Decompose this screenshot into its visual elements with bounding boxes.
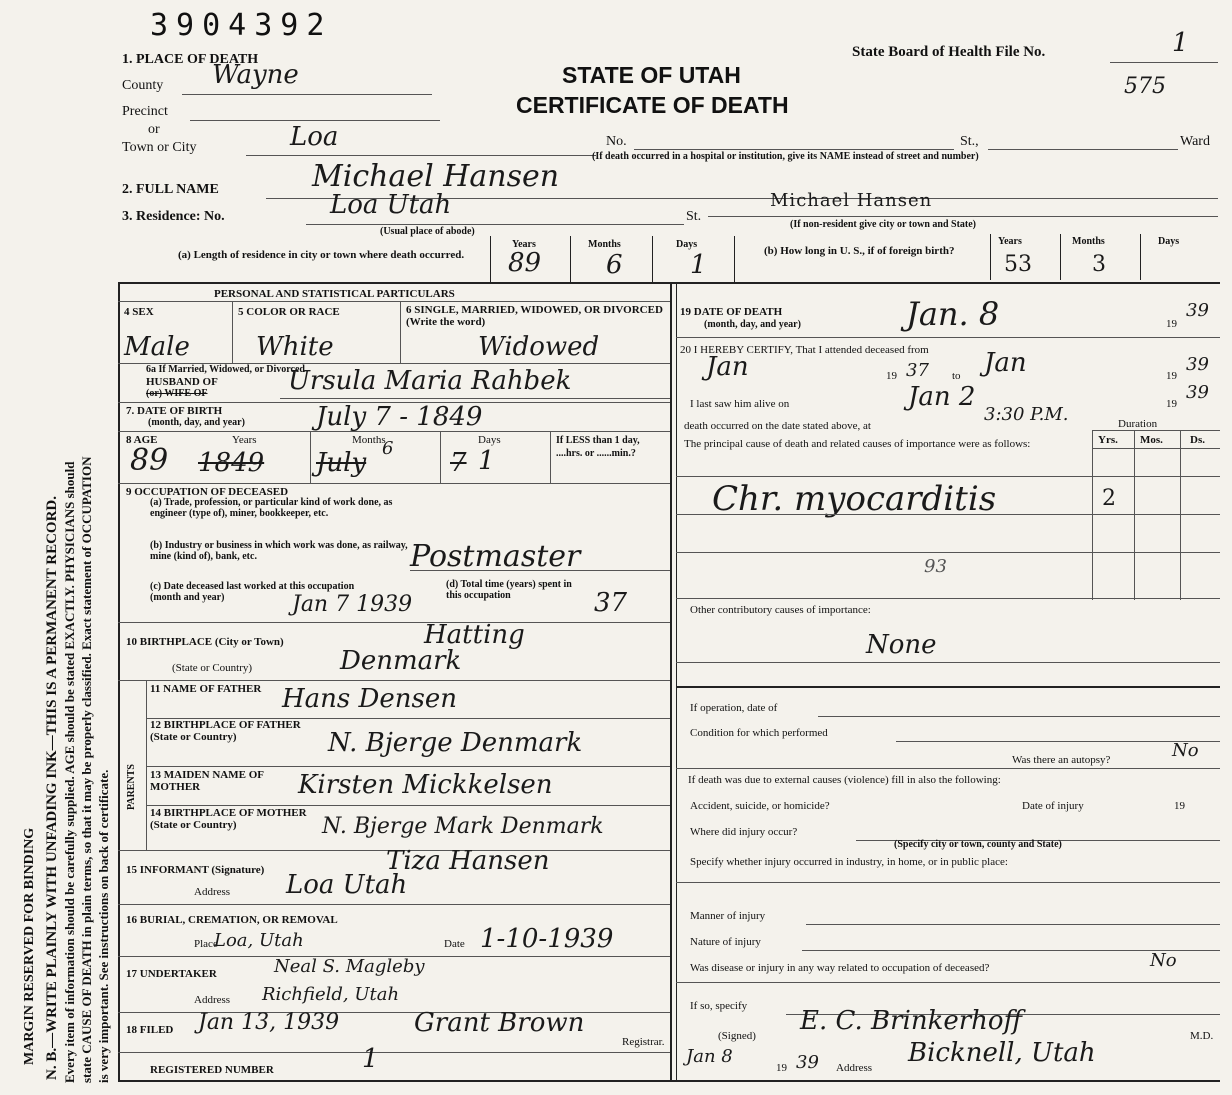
age-months-label: Months <box>352 434 386 446</box>
board-file-number: 1 <box>1172 28 1189 58</box>
town-value: Loa <box>290 122 339 152</box>
mother-value: Kirsten Mickkelsen <box>298 770 553 800</box>
us-months-label: Months <box>1072 236 1105 247</box>
father-birthplace-label: 12 BIRTHPLACE OF FATHER (State or Country) <box>150 719 301 743</box>
occupation-d-label: (d) Total time (years) spent in this occupation <box>446 579 572 601</box>
registered-number-value: 1 <box>362 1044 379 1074</box>
attended-to-value: Jan <box>984 348 1027 378</box>
board-file-label: State Board of Health File No. <box>852 44 1046 60</box>
occupation-related-value: No <box>1150 950 1177 971</box>
condition-label: Condition for which performed <box>690 727 828 739</box>
sign-year-prefix: 19 <box>776 1062 787 1074</box>
certificate-number: 3904392 <box>150 8 333 43</box>
local-number: 575 <box>1124 74 1166 99</box>
us-months-value: 3 <box>1092 252 1106 277</box>
operation-label: If operation, date of <box>690 702 778 714</box>
last-saw-value: Jan 2 <box>908 382 976 412</box>
dob-value: July 7 - 1849 <box>316 402 483 432</box>
sex-value: Male <box>124 332 190 362</box>
sign-year-value: 39 <box>796 1052 819 1073</box>
no-label: No. <box>606 134 627 149</box>
precinct-label: Precinct <box>122 104 168 119</box>
certify-label: 20 I HEREBY CERTIFY, That I attended deceased from <box>680 344 929 356</box>
residence-value: Loa Utah <box>330 190 452 220</box>
autopsy-value: No <box>1172 740 1199 761</box>
age-months-value: 6 <box>382 438 394 459</box>
duration-ds-label: Ds. <box>1190 434 1205 446</box>
death-date-label: 19 DATE OF DEATH <box>680 306 783 318</box>
contributory-value: None <box>866 630 937 660</box>
undertaker-address-label: Address <box>194 994 231 1006</box>
last-saw-year: 39 <box>1186 382 1209 403</box>
us-years-value: 53 <box>1004 252 1032 277</box>
burial-place-label: Place <box>194 938 218 950</box>
cause-years-value: 2 <box>1102 486 1116 511</box>
sex-label: 4 SEX <box>124 306 154 318</box>
last-saw-label: I last saw him alive on <box>690 398 790 410</box>
cause-value: Chr. myocarditis <box>712 479 997 519</box>
undertaker-address-value: Richfield, Utah <box>262 984 400 1005</box>
father-label: 11 NAME OF FATHER <box>150 683 262 695</box>
death-occurred-label: death occurred on the date stated above, at <box>684 420 871 432</box>
death-year-prefix: 19 <box>1166 318 1177 330</box>
physician-signature: E. C. Brinkerhoff <box>800 1006 1022 1036</box>
ward-label: Ward <box>1180 134 1210 149</box>
sign-date-value: Jan 8 <box>686 1046 733 1067</box>
duration-yrs-label: Yrs. <box>1098 434 1118 446</box>
death-date-value: Jan. 8 <box>906 295 1000 333</box>
cause-code: 93 <box>924 556 947 577</box>
occupation-d-value: 37 <box>594 588 628 618</box>
dob-label: 7. DATE OF BIRTH <box>126 405 223 417</box>
or-label: or <box>148 122 160 137</box>
injury-whether-label: Specify whether injury occurred in industry, in home, or in public place: <box>690 856 1008 868</box>
mother-birthplace-label: 14 BIRTHPLACE OF MOTHER (State or Country) <box>150 807 307 831</box>
marital-value: Widowed <box>478 332 600 362</box>
father-birthplace-value: N. Bjerge Denmark <box>328 728 583 758</box>
filed-label: 18 FILED <box>126 1024 174 1036</box>
marital-label: 6 SINGLE, MARRIED, WIDOWED, OR DIVORCED (Write the word) <box>406 304 663 328</box>
age-struck-month: July <box>316 448 367 478</box>
full-name-label: 2. FULL NAME <box>122 182 219 197</box>
undertaker-label: 17 UNDERTAKER <box>126 968 217 980</box>
color-label: 5 COLOR OR RACE <box>238 306 340 318</box>
spouse-label-2: HUSBAND OF <box>146 376 218 388</box>
age-struck-year: 1849 <box>198 448 265 478</box>
county-label: County <box>122 78 164 93</box>
birthplace-city: Hatting <box>424 620 525 650</box>
county-value: Wayne <box>212 60 299 90</box>
age-days-label: Days <box>478 434 501 446</box>
occupation-b-label: (b) Industry or business in which work was done, as railway, mine (kind of), bank, etc. <box>150 540 408 562</box>
death-year-value: 39 <box>1186 300 1209 321</box>
informant-address-value: Loa Utah <box>286 870 408 900</box>
informant-value: Tiza Hansen <box>386 846 550 876</box>
state-title: STATE OF UTAH <box>562 62 741 88</box>
last-saw-year-prefix: 19 <box>1166 398 1177 410</box>
age-label: 8 AGE <box>126 434 158 446</box>
registered-number-label: REGISTERED NUMBER <box>150 1064 274 1076</box>
injury-year-prefix: 19 <box>1174 800 1185 812</box>
personal-heading: PERSONAL AND STATISTICAL PARTICULARS <box>214 288 455 300</box>
parents-side-label: PARENTS <box>126 764 137 810</box>
age-years-value: 89 <box>130 443 169 478</box>
registrar-label: Registrar. <box>622 1036 665 1048</box>
hospital-note: (If death occurred in a hospital or institution, give its NAME instead of street and number) <box>592 151 979 162</box>
nature-label: Nature of injury <box>690 936 761 948</box>
injury-date-label: Date of injury <box>1022 800 1084 812</box>
attended-from-value: Jan <box>706 352 749 382</box>
physician-address-value: Bicknell, Utah <box>908 1038 1096 1068</box>
external-causes-label: If death was due to external causes (violence) fill in also the following: <box>688 774 1001 786</box>
margin-instructions-2: state CAUSE OF DEATH in plain terms, so that it may be properly classified. Exact statement of OCCUPATION <box>79 456 94 1083</box>
town-label: Town or City <box>122 140 197 155</box>
physician-address-label: Address <box>836 1062 873 1074</box>
occupation-label: 9 OCCUPATION OF DECEASED <box>126 486 289 498</box>
us-days-label: Days <box>1158 236 1180 247</box>
if-so-label: If so, specify <box>690 1000 748 1012</box>
us-years-label: Years <box>998 236 1022 247</box>
place-heading: 1. PLACE OF DEATH <box>122 52 259 67</box>
attended-to-year-prefix: 19 <box>1166 370 1177 382</box>
md-label: M.D. <box>1190 1030 1214 1042</box>
res-days-label: Days <box>676 239 698 250</box>
age-years-label: Years <box>232 434 257 446</box>
registrar-signature: Grant Brown <box>414 1008 585 1038</box>
residence-st-value: Michael Hansen <box>770 190 933 211</box>
signed-label: (Signed) <box>718 1030 756 1042</box>
less-than-day-label: If LESS than 1 day, ....hrs. or ......min.? <box>556 435 640 459</box>
residence-st-label: St. <box>686 209 702 224</box>
father-value: Hans Densen <box>282 684 457 714</box>
burial-label: 16 BURIAL, CREMATION, OR REMOVAL <box>126 914 338 926</box>
dob-sub: (month, day, and year) <box>148 417 245 428</box>
spouse-value: Ursula Maria Rahbek <box>288 366 572 396</box>
color-value: White <box>256 332 334 362</box>
duration-label: Duration <box>1118 418 1158 430</box>
res-days-value: 1 <box>690 250 707 280</box>
nonresident-note: (If non-resident give city or town and State) <box>790 219 977 230</box>
margin-ink-note: N. B.—WRITE PLAINLY WITH UNFADING INK—THIS IS A PERMANENT RECORD. <box>44 496 60 1080</box>
st-label: St., <box>960 134 979 149</box>
injury-specify-note: (Specify city or town, county and State) <box>894 839 1062 850</box>
birthplace-state-label: (State or Country) <box>172 662 253 674</box>
manner-label: Manner of injury <box>690 910 766 922</box>
burial-date-value: 1-10-1939 <box>480 924 614 954</box>
attended-from-year: 37 <box>906 360 929 381</box>
autopsy-label: Was there an autopsy? <box>1012 754 1111 766</box>
age-struck-day: 7 <box>450 448 467 478</box>
spouse-label-1: 6a If Married, Widowed, or Divorced <box>146 364 305 375</box>
attended-from-year-prefix: 19 <box>886 370 897 382</box>
informant-address-label: Address <box>194 886 231 898</box>
res-years-value: 89 <box>508 248 542 278</box>
age-days-value: 1 <box>478 446 495 476</box>
attended-to-year: 39 <box>1186 354 1209 375</box>
accident-label: Accident, suicide, or homicide? <box>690 800 830 812</box>
death-occurred-time: 3:30 P.M. <box>984 404 1069 425</box>
spouse-label-3: (or) WIFE OF <box>146 388 208 399</box>
birthplace-label: 10 BIRTHPLACE (City or Town) <box>126 636 284 648</box>
mother-label: 13 MAIDEN NAME OF MOTHER <box>150 769 264 793</box>
occupation-c-label: (c) Date deceased last worked at this occupation (month and year) <box>150 581 355 603</box>
injury-where-label: Where did injury occur? <box>690 826 798 838</box>
contributory-label: Other contributory causes of importance: <box>690 604 871 616</box>
duration-mos-label: Mos. <box>1140 434 1163 446</box>
margin-instructions-1: Every item of information should be carefully supplied. AGE should be stated EXACTLY. PHYSICIANS should <box>62 461 77 1083</box>
undertaker-value: Neal S. Magleby <box>274 956 425 977</box>
burial-place-value: Loa, Utah <box>214 930 304 951</box>
us-residence-label: (b) How long in U. S., if of foreign birth? <box>764 245 955 257</box>
occupation-c-value: Jan 7 1939 <box>292 592 413 617</box>
birthplace-country: Denmark <box>340 646 462 676</box>
res-months-value: 6 <box>606 250 623 280</box>
res-months-label: Months <box>588 239 621 250</box>
occupation-a-label: (a) Trade, profession, or particular kind of work done, as engineer (type of), miner, bookkeeper, etc. <box>150 497 393 519</box>
residence-label: 3. Residence: No. <box>122 209 225 224</box>
certificate-title: CERTIFICATE OF DEATH <box>516 92 789 118</box>
death-date-sub: (month, day, and year) <box>704 319 801 330</box>
length-residence-label: (a) Length of residence in city or town where death occurred. <box>178 249 465 261</box>
mother-birthplace-value: N. Bjerge Mark Denmark <box>322 814 604 839</box>
informant-label: 15 INFORMANT (Signature) <box>126 864 265 876</box>
filed-value: Jan 13, 1939 <box>198 1010 340 1035</box>
full-name-value: Michael Hansen <box>312 159 560 194</box>
margin-instructions-3: is very important. See instructions on back of certificate. <box>96 769 111 1083</box>
res-years-label: Years <box>512 239 536 250</box>
occupation-value: Postmaster <box>410 539 581 574</box>
abode-note: (Usual place of abode) <box>380 226 475 237</box>
cause-label: The principal cause of death and related causes of importance were as follows: <box>684 438 1031 450</box>
attended-to-label: to <box>952 370 961 382</box>
burial-date-label: Date <box>444 938 465 950</box>
occupation-related-label: Was disease or injury in any way related to occupation of deceased? <box>690 962 990 974</box>
margin-binding-note: MARGIN RESERVED FOR BINDING <box>22 827 37 1065</box>
